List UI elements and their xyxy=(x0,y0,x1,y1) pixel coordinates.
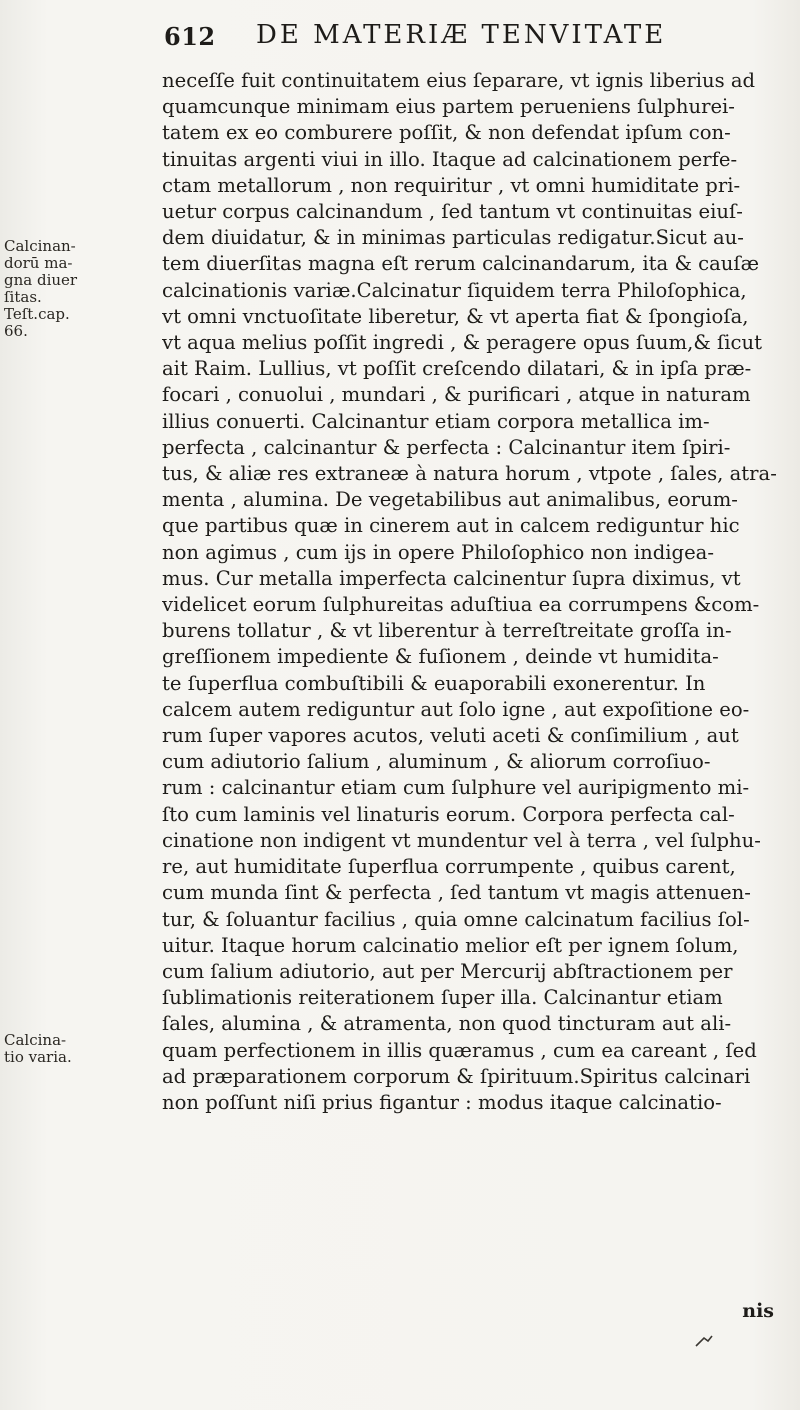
text-line: tus, & aliæ res extraneæ à natura horum , vtpote , ſales, atra- xyxy=(162,462,777,486)
text-line: vt omni vnctuoſitate liberetur, & vt aperta fiat & ſpongioſa, xyxy=(162,304,749,328)
text-line: quamcunque minimam eius partem perueniens ſulphurei- xyxy=(162,95,735,119)
text-line: ctam metallorum , non requiritur , vt omni humiditate pri- xyxy=(162,173,741,197)
text-line: que partibus quæ in cinerem aut in calcem rediguntur hic xyxy=(162,514,740,538)
text-line: perfecta , calcinantur & perfecta : Calcinantur item ſpiri- xyxy=(162,435,731,459)
text-line: calcem autem rediguntur aut ſolo igne , aut expoſitione eo- xyxy=(162,697,750,721)
text-line: ſales, alumina , & atramenta, non quod tincturam aut ali- xyxy=(162,1012,732,1036)
text-line: illius conuerti. Calcinantur etiam corpora metallica im- xyxy=(162,409,710,433)
text-line: rum : calcinantur etiam cum ſulphure vel auripigmento mi- xyxy=(162,776,750,800)
marginal-line: Calcinan- xyxy=(4,237,76,255)
text-line: calcinationis variæ.Calcinatur ſiquidem terra Philoſophica, xyxy=(162,278,747,302)
marginal-line: ſitas. xyxy=(4,288,42,306)
text-line: non poſſunt niſi prius figantur : modus itaque calcinatio- xyxy=(162,1090,722,1114)
text-line: burens tollatur , & vt liberentur à terreſtreitate groſſa in- xyxy=(162,619,732,643)
text-line: ad præparationem corporum & ſpirituum.Spiritus calcinari xyxy=(162,1064,751,1088)
text-line: mus. Cur metalla imperfecta calcinentur ſupra diximus, vt xyxy=(162,566,741,590)
page-number: 612 xyxy=(164,22,216,51)
text-line: cum ſalium adiutorio, aut per Mercurij abſtractionem per xyxy=(162,959,733,983)
marginal-line: Calcina- xyxy=(4,1031,67,1049)
running-title: DE MATERIÆ TENVITATE xyxy=(256,20,667,50)
text-line: tinuitas argenti viui in illo. Itaque ad calcinationem perfe- xyxy=(162,147,738,171)
text-line: cum munda ſint & perfecta , ſed tantum vt magis attenuen- xyxy=(162,881,751,905)
text-line: re, aut humiditate ſuperflua corrumpente , quibus carent, xyxy=(162,855,736,879)
text-line: menta , alumina. De vegetabilibus aut animalibus, eorum- xyxy=(162,488,738,512)
text-line: tem diuerſitas magna eſt rerum calcinandarum, ita & cauſæ xyxy=(162,252,760,276)
marginal-line: Teſt.cap. xyxy=(4,305,70,323)
catchword: nis xyxy=(742,1300,774,1322)
marginal-line: tio varia. xyxy=(4,1048,72,1066)
marginal-line: 66. xyxy=(4,322,28,340)
text-line: cum adiutorio ſalium , aluminum , & aliorum corroſiuo- xyxy=(162,750,711,774)
text-line: non agimus , cum ijs in opere Philoſophico non indigea- xyxy=(162,540,714,564)
text-line: te ſuperflua combuſtibili & euaporabili exonerentur. In xyxy=(162,671,706,695)
text-line: ſublimationis reiterationem ſuper illa. Calcinantur etiam xyxy=(162,986,723,1010)
text-line: dem diuidatur, & in minimas particulas redigatur.Sicut au- xyxy=(162,226,744,250)
marginal-note-calcinatio-varia xyxy=(4,1032,80,1066)
text-line: greſſionem impediente & fuſionem , deinde vt humidita- xyxy=(162,645,719,669)
text-line: uitur. Itaque horum calcinatio melior eſt per ignem ſolum, xyxy=(162,933,739,957)
text-line: cinatione non indigent vt mundentur vel à terra , vel ſulphu- xyxy=(162,828,761,852)
text-line: vt aqua melius poſſit ingredi , & peragere opus ſuum,& ſicut xyxy=(162,331,763,355)
marginal-line: dorū ma- xyxy=(4,254,73,272)
text-line: neceſſe fuit continuitatem eius ſeparare, vt ignis liberius ad xyxy=(162,69,756,92)
text-line: tur, & ſoluantur facilius , quia omne calcinatum facilius ſol- xyxy=(162,907,750,931)
text-line: uetur corpus calcinandum , ſed tantum vt continuitas eiuſ- xyxy=(162,200,743,224)
text-line: videlicet eorum ſulphureitas aduſtiua ea corrumpens &com- xyxy=(162,593,760,617)
text-line: rum ſuper vapores acutos, veluti aceti & conſimilium , aut xyxy=(162,724,739,748)
text-line: ait Raim. Lullius, vt poſſit creſcendo dilatari, & in ipſa præ- xyxy=(162,357,752,381)
text-line: ſto cum laminis vel linaturis eorum. Corpora perfecta cal- xyxy=(162,802,735,826)
body-text xyxy=(162,68,790,1116)
text-line: tatem ex eo comburere poſſit, & non defendat ipſum con- xyxy=(162,121,731,145)
marginal-note-calcinandorum xyxy=(4,238,80,340)
ink-mark xyxy=(694,1334,714,1348)
text-line: quam perfectionem in illis quæramus , cum ea careant , ſed xyxy=(162,1038,757,1062)
text-line: focari , conuolui , mundari , & purificari , atque in naturam xyxy=(162,383,751,407)
marginal-line: gna diuer xyxy=(4,271,78,289)
page-header xyxy=(158,18,798,60)
